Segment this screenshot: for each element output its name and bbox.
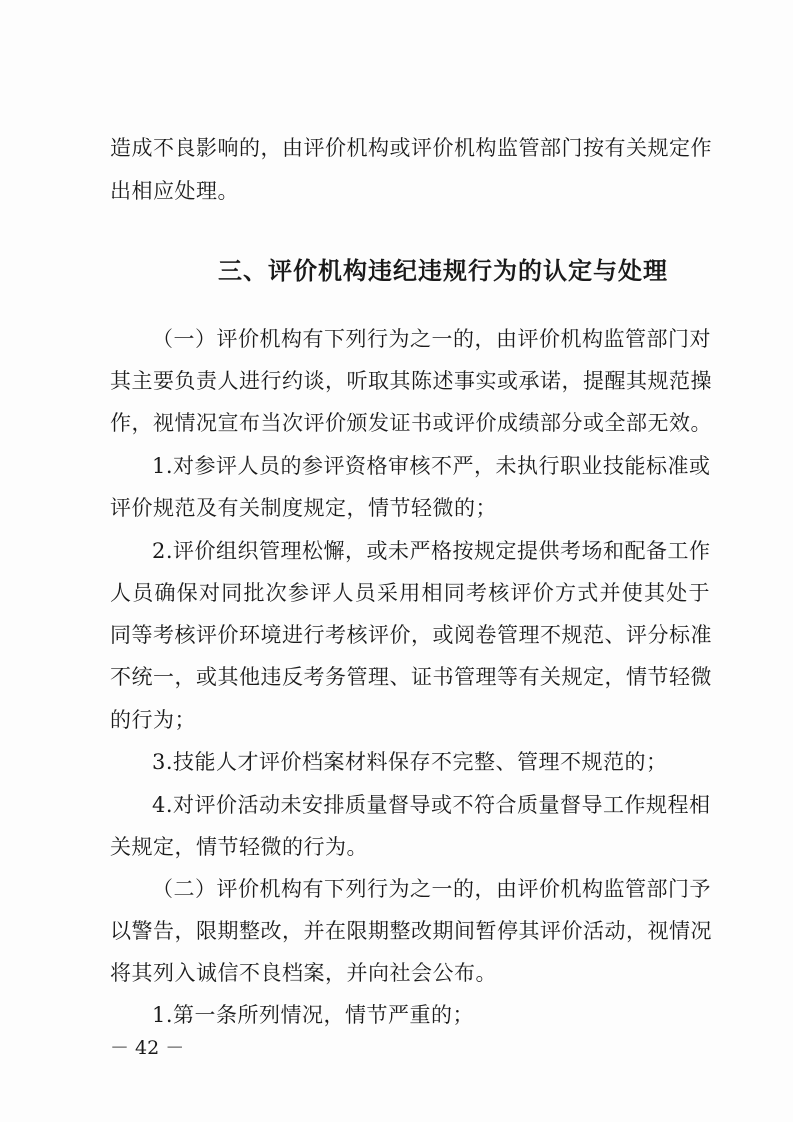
paragraph-line: 以警告，限期整改，并在限期整改期间暂停其评价活动，视情况 [110,919,712,943]
paragraph-line: 其主要负责人进行约谈，听取其陈述事实或承诺，提醒其规范操 [110,369,712,393]
paragraph-line: 作，视情况宣布当次评价颁发证书或评价成绩部分或全部无效。 [110,411,712,435]
paragraph-line: （二）评价机构有下列行为之一的，由评价机构监管部门予 [152,877,711,901]
paragraph-line: 1.对参评人员的参评资格审核不严，未执行职业技能标准或 [152,454,711,478]
paragraph-line: 人员确保对同批次参评人员采用相同考核评价方式并使其处于 [110,581,710,605]
paragraph-line: 关规定，情节轻微的行为。 [110,835,368,859]
paragraph-line: 评价规范及有关制度规定，情节轻微的； [110,496,497,520]
paragraph-line: 2.评价组织管理松懈，或未严格按规定提供考场和配备工作 [152,539,711,563]
paragraph-line: 不统一，或其他违反考务管理、证书管理等有关规定，情节轻微 [110,665,712,689]
paragraph-line: （一）评价机构有下列行为之一的，由评价机构监管部门对 [152,327,711,351]
paragraph-line: 将其列入诚信不良档案，并向社会公布。 [110,961,497,985]
paragraph-line: 造成不良影响的，由评价机构或评价机构监管部门按有关规定作 [110,136,712,160]
section-heading: 三、评价机构违纪违规行为的认定与处理 [218,257,668,285]
paragraph-line: 同等考核评价环境进行考核评价，或阅卷管理不规范、评分标准 [110,623,712,647]
paragraph-line: 4.对评价活动未安排质量督导或不符合质量督导工作规程相 [152,793,711,817]
paragraph-line: 1.第一条所列情况，情节严重的； [152,1003,475,1027]
paragraph-line: 的行为； [110,708,196,732]
paragraph-line: 3.技能人才评价档案材料保存不完整、管理不规范的； [152,750,668,774]
page-number: － 42 － [110,1037,185,1059]
paragraph-line: 出相应处理。 [110,179,239,203]
